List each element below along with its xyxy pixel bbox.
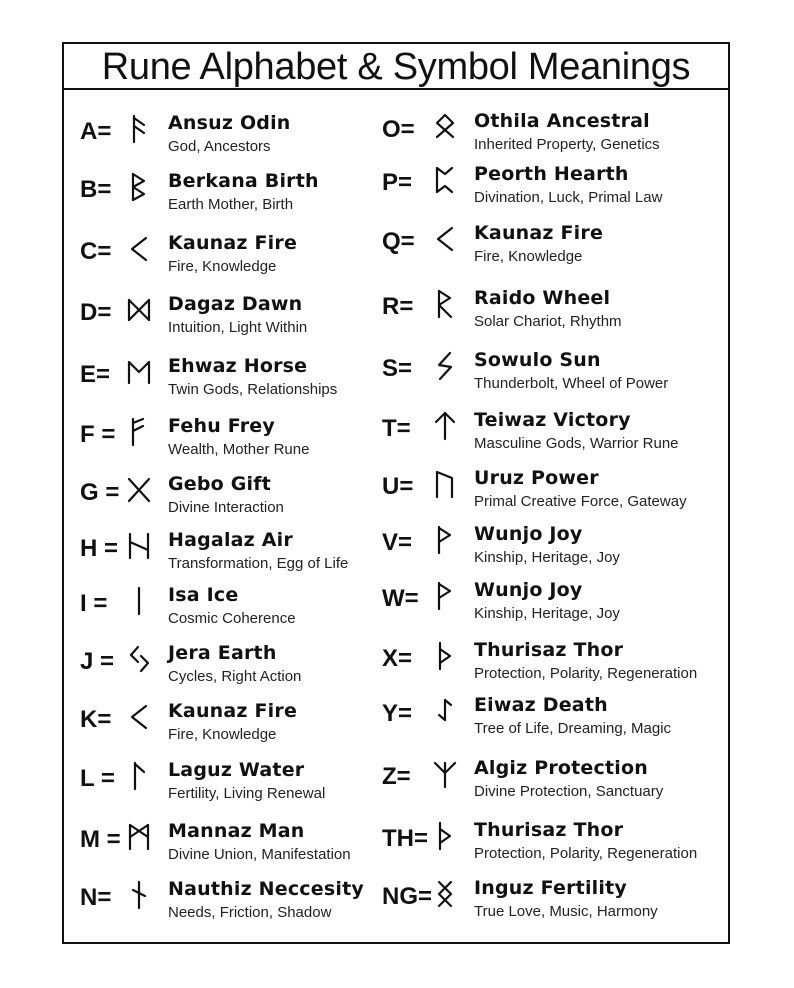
rune-entry	[64, 357, 374, 411]
rune-meaning: Fertility, Living Renewal	[168, 785, 326, 802]
rune-letter: R=	[382, 293, 414, 320]
rune-name: Nauthiz Neccesity	[168, 878, 364, 900]
rune-meaning: Kinship, Heritage, Joy	[474, 605, 620, 622]
rune-letter: L =	[80, 765, 115, 792]
rune-name: Teiwaz Victory	[474, 409, 631, 431]
rune-name: Kaunaz Fire	[474, 222, 604, 244]
rune-meaning: Divination, Luck, Primal Law	[474, 189, 663, 206]
dagaz-rune-icon	[124, 295, 154, 325]
laguz-rune-icon	[124, 761, 154, 791]
rune-meaning: Divine Union, Manifestation	[168, 846, 351, 863]
rune-entry	[380, 879, 730, 933]
rune-meaning: Transformation, Egg of Life	[168, 555, 349, 572]
rune-letter: T=	[382, 415, 411, 442]
rune-entry	[64, 295, 374, 349]
rune-name: Jera Earth	[168, 642, 277, 664]
rune-entry	[380, 351, 730, 405]
rune-entry	[64, 880, 374, 934]
rune-meaning: Inherited Property, Genetics	[474, 136, 660, 153]
rune-letter: M =	[80, 826, 121, 853]
rune-name: Gebo Gift	[168, 473, 272, 495]
rune-name: Kaunaz Fire	[168, 700, 298, 722]
rune-name: Isa Ice	[168, 584, 239, 606]
rune-entry	[380, 581, 730, 635]
rune-name: Berkana Birth	[168, 170, 319, 192]
rune-entry	[64, 822, 374, 876]
rune-entry	[64, 234, 374, 288]
rune-name: Wunjo Joy	[474, 523, 583, 545]
rune-entry	[64, 644, 374, 698]
rune-letter: V=	[382, 529, 413, 556]
rune-entry	[380, 696, 730, 750]
rune-letter: U=	[382, 473, 414, 500]
rune-name: Eiwaz Death	[474, 694, 608, 716]
rune-name: Raido Wheel	[474, 287, 611, 309]
kaunaz-rune-icon	[124, 234, 154, 264]
rune-entry	[64, 702, 374, 756]
rune-entry	[380, 112, 730, 166]
rune-entry	[380, 289, 730, 343]
jera-rune-icon	[124, 644, 154, 674]
rune-letter: H =	[80, 535, 119, 562]
rune-entry	[64, 172, 374, 226]
rune-letter: Z=	[382, 763, 411, 790]
rune-entry	[380, 165, 730, 219]
rune-name: Laguz Water	[168, 759, 305, 781]
peorth-rune-icon	[430, 165, 460, 195]
rune-meaning: Twin Gods, Relationships	[168, 381, 338, 398]
rune-meaning: True Love, Music, Harmony	[474, 903, 658, 920]
rune-meaning: Fire, Knowledge	[474, 248, 583, 265]
berkana-rune-icon	[124, 172, 154, 202]
rune-name: Othila Ancestral	[474, 110, 650, 132]
algiz-rune-icon	[430, 759, 460, 789]
thurisaz-rune-icon	[430, 821, 460, 851]
rune-meaning: Protection, Polarity, Regeneration	[474, 665, 698, 682]
rune-meaning: Needs, Friction, Shadow	[168, 904, 332, 921]
ehwaz-rune-icon	[124, 357, 154, 387]
rune-entry	[380, 641, 730, 695]
rune-letter: D=	[80, 299, 112, 326]
rune-letter: E=	[80, 361, 111, 388]
rune-letter: Y=	[382, 700, 413, 727]
rune-letter: I =	[80, 590, 108, 617]
nauthiz-rune-icon	[124, 880, 154, 910]
rune-entry	[64, 586, 374, 640]
kaunaz-rune-icon	[124, 702, 154, 732]
rune-meaning: Cosmic Coherence	[168, 610, 296, 627]
rune-letter: NG=	[382, 883, 433, 910]
fehu-rune-icon	[124, 417, 154, 447]
rune-name: Uruz Power	[474, 467, 599, 489]
rune-letter: B=	[80, 176, 112, 203]
rune-letter: J =	[80, 648, 115, 675]
rune-meaning: Fire, Knowledge	[168, 258, 277, 275]
rune-meaning: Divine Interaction	[168, 499, 284, 516]
rune-name: Peorth Hearth	[474, 163, 629, 185]
rune-meaning: Intuition, Light Within	[168, 319, 308, 336]
rune-meaning: Fire, Knowledge	[168, 726, 277, 743]
sowulo-rune-icon	[430, 351, 460, 381]
wunjo-rune-icon	[430, 525, 460, 555]
rune-name: Ehwaz Horse	[168, 355, 308, 377]
rune-letter: G =	[80, 479, 120, 506]
rune-meaning: Protection, Polarity, Regeneration	[474, 845, 698, 862]
hagalaz-rune-icon	[124, 531, 154, 561]
rune-name: Wunjo Joy	[474, 579, 583, 601]
page-title: Rune Alphabet & Symbol Meanings	[64, 44, 728, 90]
rune-letter: TH=	[382, 825, 429, 852]
rune-name: Thurisaz Thor	[474, 819, 624, 841]
rune-name: Sowulo Sun	[474, 349, 601, 371]
rune-meaning: Earth Mother, Birth	[168, 196, 294, 213]
rune-name: Thurisaz Thor	[474, 639, 624, 661]
rune-entry	[380, 224, 730, 278]
rune-entry	[64, 114, 374, 168]
rune-letter: O=	[382, 116, 415, 143]
rune-entry	[64, 417, 374, 471]
wunjo-rune-icon	[430, 581, 460, 611]
othila-rune-icon	[430, 112, 460, 142]
rune-chart-frame	[62, 42, 730, 944]
rune-letter: Q=	[382, 228, 415, 255]
rune-entry	[380, 759, 730, 813]
rune-meaning: Solar Chariot, Rhythm	[474, 313, 622, 330]
rune-entry	[64, 761, 374, 815]
kaunaz-rune-icon	[430, 224, 460, 254]
rune-meaning: Kinship, Heritage, Joy	[474, 549, 620, 566]
rune-name: Hagalaz Air	[168, 529, 293, 551]
rune-meaning: God, Ancestors	[168, 138, 271, 155]
rune-entry	[380, 821, 730, 875]
rune-name: Algiz Protection	[474, 757, 648, 779]
thurisaz-rune-icon	[430, 641, 460, 671]
rune-letter: X=	[382, 645, 413, 672]
rune-letter: A=	[80, 118, 112, 145]
rune-name: Inguz Fertility	[474, 877, 627, 899]
raido-rune-icon	[430, 289, 460, 319]
inguz-rune-icon	[430, 879, 460, 909]
rune-meaning: Masculine Gods, Warrior Rune	[474, 435, 679, 452]
eiwaz-rune-icon	[430, 696, 460, 726]
rune-entry	[380, 469, 730, 523]
rune-entry	[64, 531, 374, 585]
rune-name: Kaunaz Fire	[168, 232, 298, 254]
isa-rune-icon	[124, 586, 154, 616]
gebo-rune-icon	[124, 475, 154, 505]
rune-meaning: Tree of Life, Dreaming, Magic	[474, 720, 672, 737]
teiwaz-rune-icon	[430, 411, 460, 441]
rune-name: Dagaz Dawn	[168, 293, 303, 315]
rune-entry	[64, 475, 374, 529]
rune-name: Ansuz Odin	[168, 112, 291, 134]
ansuz-rune-icon	[124, 114, 154, 144]
rune-meaning: Primal Creative Force, Gateway	[474, 493, 687, 510]
rune-letter: W=	[382, 585, 419, 612]
rune-meaning: Cycles, Right Action	[168, 668, 302, 685]
mannaz-rune-icon	[124, 822, 154, 852]
rune-name: Mannaz Man	[168, 820, 305, 842]
uruz-rune-icon	[430, 469, 460, 499]
rune-letter: C=	[80, 238, 112, 265]
rune-entry	[380, 525, 730, 579]
rune-letter: K=	[80, 706, 112, 733]
rune-letter: S=	[382, 355, 413, 382]
rune-name: Fehu Frey	[168, 415, 275, 437]
rune-meaning: Wealth, Mother Rune	[168, 441, 310, 458]
rune-meaning: Thunderbolt, Wheel of Power	[474, 375, 669, 392]
rune-letter: N=	[80, 884, 112, 911]
rune-letter: F =	[80, 421, 116, 448]
rune-meaning: Divine Protection, Sanctuary	[474, 783, 664, 800]
rune-letter: P=	[382, 169, 413, 196]
rune-entry	[380, 411, 730, 465]
